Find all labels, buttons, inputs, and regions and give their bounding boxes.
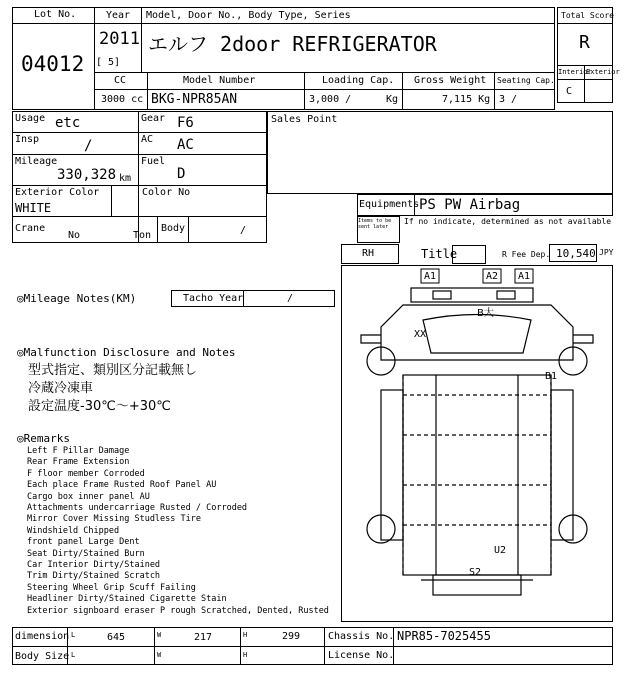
equipments-value: PS PW Airbag [419, 197, 521, 213]
mileage-value: 330,328 [57, 167, 117, 183]
fuel-label: Fuel [141, 156, 166, 167]
loading-cap-label: Loading Cap. [322, 75, 395, 86]
left-side-panel [381, 390, 403, 540]
model-description: エルフ 2door REFRIGERATOR [148, 32, 437, 56]
damage-a2: A2 [486, 271, 499, 282]
remark-item: front panel Large Dent [27, 537, 140, 548]
crane-label: Crane [15, 223, 46, 234]
damage-b-dai: B大 [477, 308, 494, 319]
title-label: Title [421, 247, 458, 261]
body-value: / [240, 225, 247, 236]
remark-item: Steering Wheel Grip Scuff Failing [27, 582, 196, 593]
damage-b1: B1 [545, 371, 558, 382]
year-value: 2011 [99, 29, 140, 49]
body-label: Body [161, 223, 186, 234]
right-side-panel [551, 390, 573, 540]
remark-item: Cargo box inner panel AU [27, 491, 150, 502]
title-box [452, 245, 486, 264]
cc-label: CC [114, 75, 127, 86]
insp-value: / [84, 138, 93, 154]
mirror-left [361, 335, 381, 343]
remark-item: Each place Frame Rusted Roof Panel AU [27, 480, 217, 491]
roof-marker-right [497, 291, 515, 299]
remarks-label: ◎Remarks [17, 432, 70, 445]
malfunction-line-3: 設定温度-30℃～+30℃ [28, 399, 171, 414]
ac-value: AC [177, 137, 194, 153]
dim-h-value: 299 [282, 631, 301, 642]
exterior-color: WHITE [15, 201, 52, 215]
damage-a1-left: A1 [424, 271, 437, 282]
seating-cap: 3 / [499, 94, 518, 105]
remark-item: Rear Frame Extension [27, 457, 130, 468]
loading-cap: 3,000 / [309, 94, 352, 105]
color-no-label: Color No [142, 187, 191, 198]
mileage-unit: km [119, 173, 132, 184]
mirror-right [573, 335, 593, 343]
fee-label: R Fee Dep. [502, 250, 551, 259]
dim-l-value: 645 [107, 632, 126, 643]
damage-a1-right: A1 [518, 271, 531, 282]
remark-item: Attachments undercarriage Rusted / Corroded [27, 503, 248, 514]
fee-value: 10,540 [556, 247, 596, 260]
crane-value: No [68, 230, 81, 241]
items-later-note: Items to be sent later [358, 218, 392, 230]
lot-no-label: Lot No. [34, 9, 77, 20]
year-label: Year [106, 10, 131, 21]
dimension-label: dimension [15, 631, 70, 642]
usage-value: etc [55, 115, 81, 131]
dim-w-marker: W [157, 631, 162, 639]
cargo-box [403, 375, 551, 575]
chassis-no: NPR85-7025455 [397, 629, 491, 643]
seating-cap-label: Seating Cap. [497, 76, 555, 85]
model-number-label: Model Number [183, 75, 256, 86]
windshield [423, 315, 531, 354]
exterior-color-label: Exterior Color [15, 187, 100, 198]
chassis-label: Chassis No. [328, 631, 395, 642]
equipments-label: Equipments [359, 199, 420, 210]
body-size-label: Body Size [15, 651, 70, 662]
remark-item: Car Interior Dirty/Stained [27, 560, 161, 571]
details-frame [12, 111, 267, 243]
damage-xx: XX [414, 329, 427, 340]
tacho-value: / [287, 293, 294, 304]
crane-unit: Ton [133, 230, 152, 241]
tacho-label: Tacho Year [183, 293, 244, 304]
size-l-marker: L [71, 651, 76, 659]
indicate-note: If no indicate, determined as not available [404, 217, 612, 226]
gross-weight: 7,115 Kg [442, 94, 491, 105]
remark-item: Exterior signboard eraser P rough Scratched, Dented, Rusted [27, 605, 329, 616]
dim-l-marker: L [71, 631, 76, 639]
remark-item: Left F Pillar Damage [27, 446, 130, 456]
total-score: R [579, 32, 590, 53]
ac-label: AC [141, 134, 154, 145]
gross-weight-label: Gross Weight [414, 75, 487, 86]
model-number: BKG-NPR85AN [151, 92, 238, 107]
roof-marker-left [433, 291, 451, 299]
malfunction-line-1: 型式指定、類別区分記載無し [28, 363, 198, 378]
fee-unit: JPY [599, 248, 614, 257]
gear-value: F6 [177, 115, 194, 131]
damage-s2: S2 [469, 567, 482, 578]
cc-value: 3000 cc [101, 94, 144, 105]
remark-item: Seat Dirty/Stained Burn [27, 548, 145, 559]
size-h-marker: H [243, 651, 248, 659]
insp-label: Insp [15, 134, 40, 145]
interior-label: Interior [558, 68, 592, 76]
remark-item: F floor member Corroded [27, 468, 145, 479]
interior-score: C [566, 86, 573, 97]
rh-label: RH [362, 248, 375, 259]
dim-h-marker: H [243, 631, 248, 639]
remark-item: Windshield Chipped [27, 525, 120, 536]
remark-item: Trim Dirty/Stained Scratch [27, 571, 161, 582]
year-month: [ 5] [96, 57, 121, 68]
remark-item: Headliner Dirty/Stained Cigarette Stain [27, 594, 227, 605]
total-score-label: Total Score [561, 11, 614, 20]
remark-item: Mirror Cover Missing Studless Tire [27, 514, 201, 525]
malfunction-line-2: 冷蔵冷凍車 [28, 381, 94, 396]
lot-no: 04012 [21, 52, 85, 76]
rear-bumper [433, 575, 521, 595]
gear-label: Gear [141, 113, 166, 124]
sales-point-label: Sales Point [271, 114, 338, 125]
usage-label: Usage [15, 113, 46, 124]
license-label: License No. [328, 650, 395, 661]
malfunction-label: ◎Malfunction Disclosure and Notes [17, 346, 236, 359]
exterior-label: Exterior [586, 68, 620, 76]
size-w-marker: W [157, 651, 162, 659]
mileage-label: Mileage [15, 156, 58, 167]
mileage-notes-label: ◎Mileage Notes(KM) [17, 292, 137, 305]
dim-w-value: 217 [194, 632, 213, 643]
remarks-list [27, 446, 337, 617]
damage-u2: U2 [494, 545, 507, 556]
model-desc-label: Model, Door No., Body Type, Series [146, 10, 351, 21]
loading-unit: Kg [386, 94, 399, 105]
fuel-value: D [177, 166, 186, 182]
